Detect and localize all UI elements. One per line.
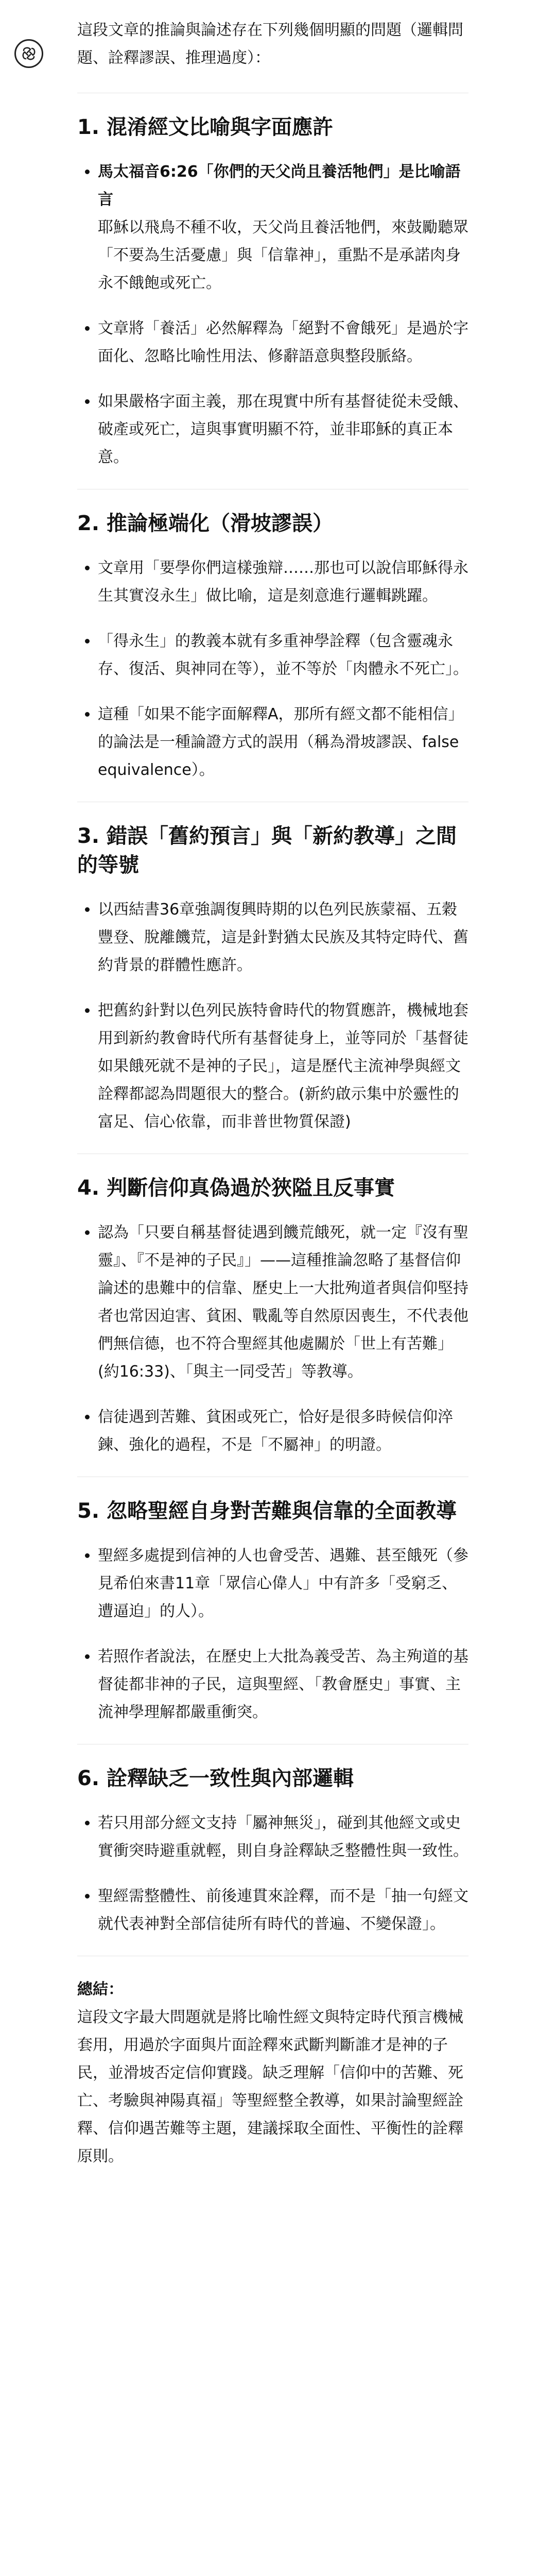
section-title: 2. 推論極端化（滑坡謬誤）	[77, 512, 333, 535]
list-item	[98, 701, 468, 784]
sections-container	[77, 93, 468, 1956]
section-1	[77, 113, 468, 471]
list-item	[98, 1542, 468, 1625]
list-item-text: 若只用部分經文支持「屬神無災」，碰到其他經文或史實衝突時避重就輕，則自身詮釋缺乏整體性與一致性。	[98, 1814, 468, 1860]
list-item-text: 聖經多處提到信神的人也會受苦、遇難、甚至餓死（參見希伯來書11章「眾信心偉人」中有許多「受窮乏、遭逼迫」的人）。	[98, 1547, 468, 1620]
section-title: 6. 詮釋缺乏一致性與內部邏輯	[77, 1767, 354, 1790]
list-item	[98, 1883, 468, 1938]
list-item-text: 文章將「養活」必然解釋為「絕對不會餓死」是過於字面化、忽略比喻性用法、修辭語意與整段脈絡。	[98, 319, 468, 365]
list-item-text: 聖經需整體性、前後連貫來詮釋，而不是「抽一句經文就代表神對全部信徒所有時代的普遍、不變保證」。	[98, 1887, 468, 1933]
list-item	[98, 158, 468, 297]
list-item-text: 把舊約針對以色列民族特會時代的物質應許，機械地套用到新約教會時代所有基督徒身上，並等同於「基督徒如果餓死就不是神的子民」，這是歷代主流神學與經文詮釋都認為問題很大的整合。(新約啟示集中於靈性的富足、信心依靠，而非普世物質保證)	[98, 1002, 468, 1131]
bullet-list	[77, 158, 468, 471]
summary-text: 這段文字最大問題就是將比喻性經文與特定時代預言機械套用，用過於字面與片面詮釋來武斷判斷誰才是神的子民，並滑坡否定信仰實踐。缺乏理解「信仰中的苦難、死亡、考驗與神陽真福」等聖經整全教導，如果討論聖經詮釋、信仰遇苦難等主題，建議採取全面性、平衡性的詮釋原則。	[77, 2008, 463, 2165]
list-item-text: 如果嚴格字面主義，那在現實中所有基督徒從未受餓、破產或死亡，這與事實明顯不符，並非耶穌的真正本意。	[98, 393, 468, 466]
bullet-list	[77, 1809, 468, 1938]
list-item-lead: • 馬太福音6:26「你們的天父尚且養活牠們」是比喻語言	[98, 163, 461, 209]
bullet-list	[77, 1542, 468, 1726]
section-3	[77, 822, 468, 1136]
list-item	[98, 896, 468, 979]
list-item	[98, 315, 468, 370]
list-item	[98, 1403, 468, 1459]
summary-title: 總結：	[77, 1980, 124, 1998]
list-item-text: 文章用「要學你們這樣強辯……那也可以說信耶穌得永生其實沒永生」做比喻，這是刻意進行邏輯跳躍。	[98, 559, 468, 605]
section-5	[77, 1497, 468, 1726]
bullet-list	[77, 1219, 468, 1459]
section-title: 3. 錯誤「舊約預言」與「新約教導」之間的等號	[77, 824, 457, 877]
list-item	[98, 1643, 468, 1726]
section-6	[77, 1764, 468, 1938]
section-title: 4. 判斷信仰真偽過於狹隘且反事實	[77, 1176, 395, 1200]
list-item	[98, 388, 468, 471]
section-4	[77, 1174, 468, 1459]
list-item-text: 信徒遇到苦難、貧困或死亡，恰好是很多時候信仰淬鍊、強化的過程，不是「不屬神」的明證。	[98, 1408, 453, 1454]
section-title: 5. 忽略聖經自身對苦難與信靠的全面教導	[77, 1499, 457, 1523]
list-item-text: 認為「只要自稱基督徒遇到饑荒餓死，就一定『沒有聖靈』、『不是神的子民』」——這種推論忽略了基督信仰論述的患難中的信靠、歷史上一大批殉道者與信仰堅持者也常因迫害、貧困、戰亂等自然原因喪生，不代表他們無信德，也不符合聖經其他處關於「世上有苦難」(約16:33)、「與主一同受苦」等教導。	[98, 1224, 468, 1381]
list-item	[98, 1809, 468, 1865]
assistant-logo-icon	[21, 45, 37, 62]
list-item	[98, 554, 468, 610]
section-2	[77, 509, 468, 784]
assistant-avatar	[14, 39, 43, 68]
list-item-text: 這種「如果不能字面解釋A，那所有經文都不能相信」的論法是一種論證方式的誤用（稱為滑坡謬誤、false equivalence）。	[98, 705, 464, 779]
bullet-list	[77, 554, 468, 784]
list-item-text: 「得永生」的教義本就有多重神學詮釋（包含靈魂永存、復活、與神同在等），並不等於「肉體永不死亡」。	[98, 632, 468, 678]
list-item-text: 耶穌以飛鳥不種不收，天父尚且養活牠們，來鼓勵聽眾「不要為生活憂慮」與「信靠神」，重點不是承諾肉身永不餓飽或死亡。	[98, 218, 468, 292]
list-item-text: 以西結書36章強調復興時期的以色列民族蒙福、五穀豐登、脫離饑荒，這是針對猶太民族及其特定時代、舊約背景的群體性應許。	[98, 901, 468, 974]
list-item	[98, 997, 468, 1136]
section-title: 1. 混淆經文比喻與字面應許	[77, 115, 333, 139]
intro-text: 這段文章的推論與論述存在下列幾個明顯的問題（邏輯問題、詮釋謬誤、推理過度）：	[77, 21, 463, 67]
list-item	[98, 1219, 468, 1386]
list-item	[98, 628, 468, 683]
list-item-text: 若照作者說法，在歷史上大批為義受苦、為主殉道的基督徒都非神的子民，這與聖經、「教會歷史」事實、主流神學理解都嚴重衝突。	[98, 1648, 468, 1721]
bullet-list	[77, 896, 468, 1136]
summary-block	[77, 1976, 468, 2171]
assistant-message	[77, 16, 468, 2171]
